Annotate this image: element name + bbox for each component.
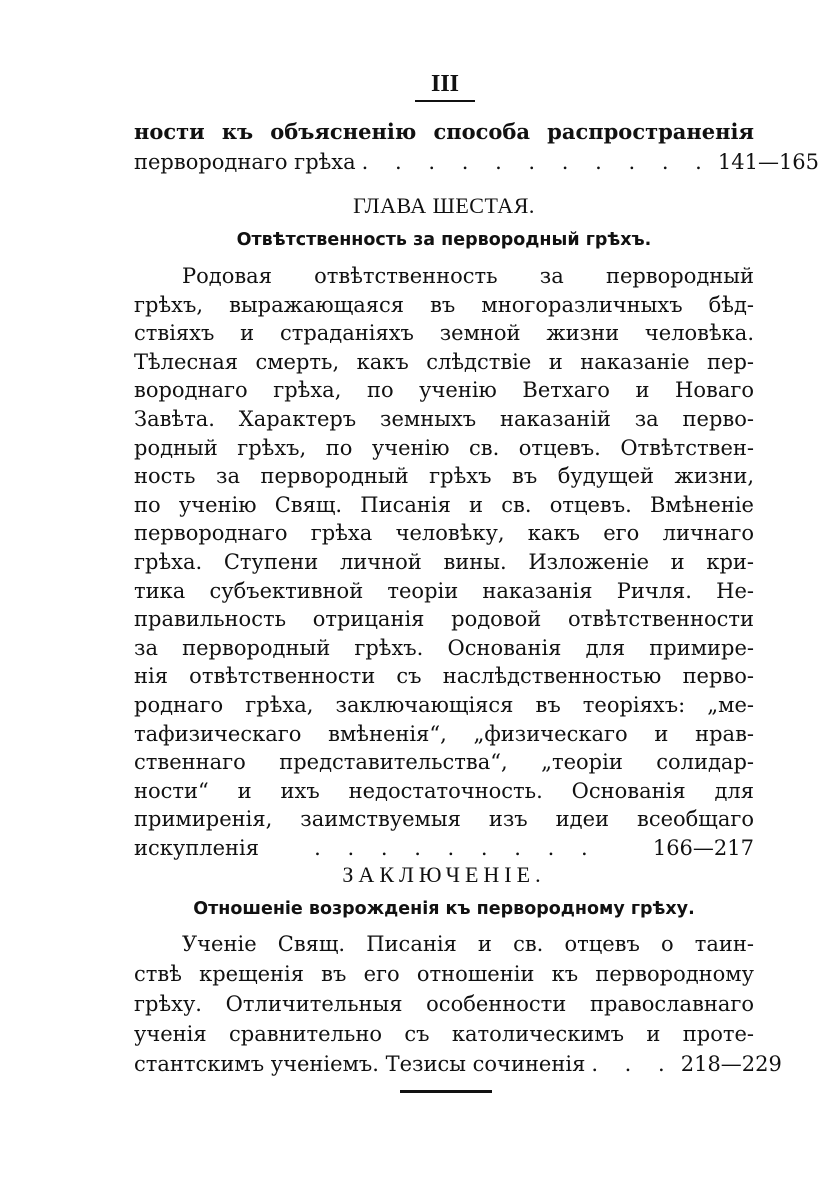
conclusion-line-4: ученія сравнительно съ католическимъ и проте- [134,1022,754,1046]
continuation-line-1: ности къ объясненію способа распространенія [134,119,754,144]
conclusion-line-1: Ученіе Свящ. Писанія и св. отцевъ о таин- [182,932,754,956]
conclusion-heading: ЗАКЛЮЧЕНІЕ. [342,862,546,887]
chapter-six-line-19: ности“ и ихъ недостаточность. Основанія для [134,778,754,803]
chapter-six-line-4: Тѣлесная смерть, какъ слѣдствіе и наказаніе пер- [134,349,754,374]
conclusion-page-range: 218—229 [680,1052,782,1076]
continuation-page-range: 141—165 [717,150,820,174]
chapter-six-line-11: грѣха. Ступени личной вины. Изложеніе и кри- [134,550,754,574]
chapter-six-line-2: грѣхъ, выражающаяся въ многоразличныхъ бѣд- [134,292,754,317]
conclusion-last-text: стантскимъ ученіемъ. Тезисы сочиненія [134,1052,586,1076]
conclusion-line-2: ствѣ крещенія въ его отношеніи къ первородному [134,962,754,986]
conclusion-last-line [134,1050,782,1078]
chapter-six-line-12: тика субъективной теоріи наказанія Ричля. Не- [134,578,754,603]
chapter-six-leader-dots: . . . . . . . . . [314,836,598,860]
chapter-six-heading: ГЛАВА ШЕСТАЯ. [353,193,535,218]
chapter-six-line-14: за первородный грѣхъ. Основанія для примире- [134,635,754,660]
chapter-six-line-3: ствіяхъ и страданіяхъ земной жизни человѣка. [134,321,754,346]
conclusion-line-3: грѣху. Отличительныя особенности православнаго [134,992,754,1016]
chapter-six-last-line [134,834,754,862]
conclusion-title: Отношеніе возрожденія къ первородному грѣху. [193,899,695,919]
chapter-six-line-5: вороднаго грѣха, по ученію Ветхаго и Новаго [134,378,754,403]
chapter-six-line-7: родный грѣхъ, по ученію св. отцевъ. Отвѣтствен- [134,435,754,460]
chapter-six-line-1: Родовая отвѣтственность за первородный [182,264,754,288]
chapter-six-line-17: тафизическаго вмѣненія“, „физическаго и нрав- [134,721,754,746]
page-number: III [415,70,475,102]
chapter-six-last-text: искупленія [134,836,259,860]
conclusion-leader-dots: . . . [591,1052,675,1076]
chapter-six-title: Отвѣтственность за первородный грѣхъ. [236,230,652,250]
chapter-six-line-20: примиренія, заимствуемыя изъ идеи всеобщаго [134,807,754,832]
chapter-six-line-8: ность за первородный грѣхъ въ будущей жизни, [134,464,754,489]
chapter-six-line-13: правильность отрицанія родовой отвѣтственности [134,607,754,632]
chapter-six-page-range: 166—217 [652,836,754,860]
closing-rule [400,1090,492,1093]
chapter-six-line-10: первороднаго грѣха человѣку, какъ его личнаго [134,521,754,546]
continuation-entry-line [134,148,820,176]
chapter-six-line-16: роднаго грѣха, заключающіяся въ теоріяхъ: „ме- [134,693,754,717]
chapter-six-line-6: Завѣта. Характеръ земныхъ наказаній за перво- [134,407,754,431]
continuation-leader-dots: . . . . . . . . . . . [361,150,712,174]
continuation-entry-text: первороднаго грѣха [134,150,356,174]
chapter-six-line-9: по ученію Свящ. Писанія и св. отцевъ. Вмѣненіе [134,492,754,517]
chapter-six-line-15: нія отвѣтственности съ наслѣдственностью перво- [134,664,754,689]
chapter-six-line-18: ственнаго представительства“, „теоріи солидар- [134,750,754,775]
